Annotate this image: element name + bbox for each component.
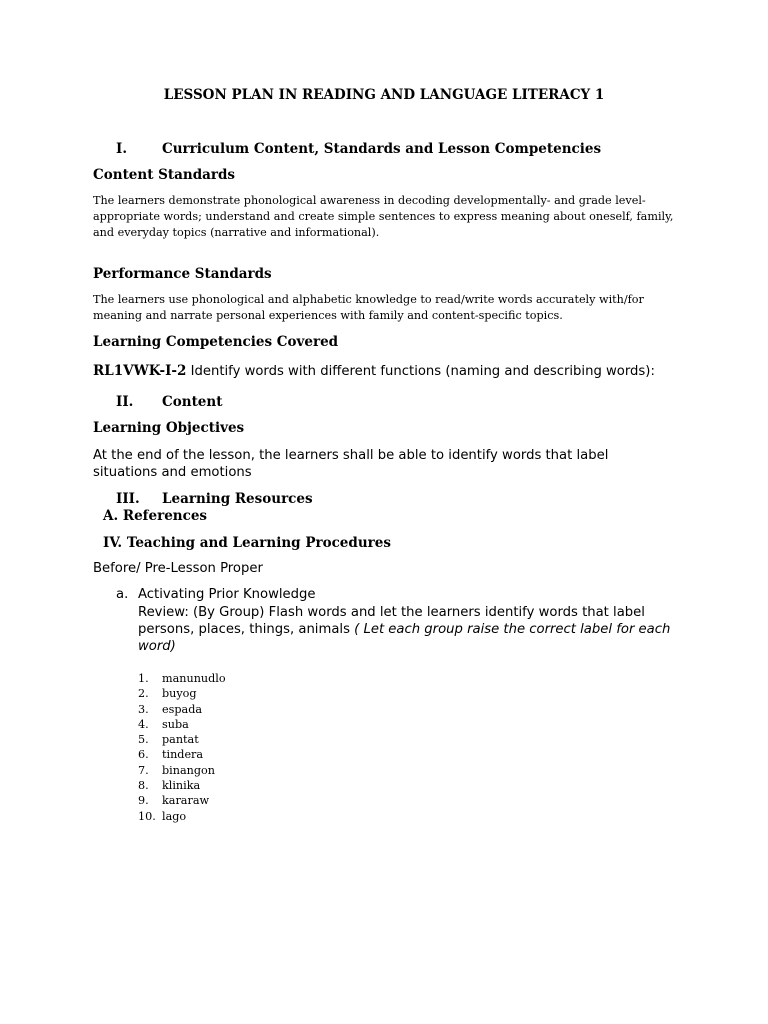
objectives-text: At the end of the lesson, the learners shall be able to identify words that label situations and emotions: [93, 448, 609, 480]
list-item-word: tindera: [162, 748, 204, 762]
list-item-number: 6.: [138, 748, 149, 762]
list-item-number: 2.: [138, 687, 149, 701]
competency-code: RL1VWK-I-2: [93, 363, 187, 379]
list-item-number: 5.: [138, 733, 149, 747]
list-item-number: 8.: [138, 779, 149, 793]
list-item-word: binangon: [162, 763, 215, 777]
list-item: [138, 778, 226, 793]
list-item-number: 9.: [138, 794, 149, 808]
list-item: [138, 747, 226, 762]
list-item: [138, 671, 226, 686]
list-item-word: pantat: [162, 733, 199, 747]
list-item-number: 7.: [138, 763, 149, 777]
list-item: [138, 702, 226, 717]
list-item-word: lago: [162, 809, 187, 823]
list-item-word: manunudlo: [162, 672, 226, 685]
list-item-word: klinika: [162, 779, 201, 793]
list-item: [138, 732, 226, 747]
competency-text: Identify words with different functions (naming and describing words):: [186, 364, 655, 379]
list-item-word: espada: [162, 702, 203, 716]
activity-review-text: Review: (By Group) Flash words and let the learners identify words that label persons, places, things, animals: [138, 605, 645, 637]
list-item-number: 3.: [138, 702, 149, 716]
section-3-title: Learning Resources: [162, 491, 313, 507]
references-heading: A. References: [103, 508, 208, 524]
activity-review: [138, 604, 678, 655]
list-item-word: buyog: [162, 687, 197, 701]
activity-review-note: ( Let each group raise the correct label for each word): [138, 622, 671, 654]
list-item: [138, 717, 226, 732]
list-item-word: kararaw: [162, 794, 210, 808]
competencies-heading: Learning Competencies Covered: [93, 334, 339, 350]
performance-standards-text: The learners use phonological and alphabetic knowledge to read/write words accurately with/for meaning and narrate personal experiences with family and content-specific topics.: [93, 293, 644, 322]
list-item-number: 10.: [138, 809, 156, 823]
list-item: [138, 763, 226, 778]
list-item: [138, 793, 226, 808]
document-title: LESSON PLAN IN READING AND LANGUAGE LITERACY 1: [163, 87, 605, 103]
content-standards-heading: Content Standards: [93, 167, 236, 183]
activity-title: Activating Prior Knowledge: [138, 587, 316, 602]
section-2-number: II.: [116, 394, 134, 410]
section-1-number: I.: [116, 141, 128, 157]
list-item-number: 4.: [138, 717, 149, 731]
performance-standards-heading: Performance Standards: [93, 266, 272, 282]
section-4-heading: IV. Teaching and Learning Procedures: [103, 535, 391, 551]
section-2-title: Content: [162, 394, 223, 410]
word-list: [138, 671, 226, 824]
section-1-title: Curriculum Content, Standards and Lesson Competencies: [162, 141, 602, 157]
list-item-number: 1.: [138, 672, 149, 685]
list-item: [138, 686, 226, 701]
section-3-number: III.: [116, 491, 140, 507]
list-item: [138, 809, 226, 824]
list-item-word: suba: [162, 717, 189, 731]
competency-line: [93, 360, 655, 379]
activity-letter: a.: [116, 587, 129, 602]
content-standards-text: The learners demonstrate phonological awareness in decoding developmentally- and grade level-appropriate words; understand and create simple sentences to express meaning about oneself, family, and everyday topics (narrative and informational).: [93, 194, 674, 239]
before-lesson-label: Before/ Pre-Lesson Proper: [93, 561, 263, 576]
objectives-heading: Learning Objectives: [93, 420, 245, 436]
